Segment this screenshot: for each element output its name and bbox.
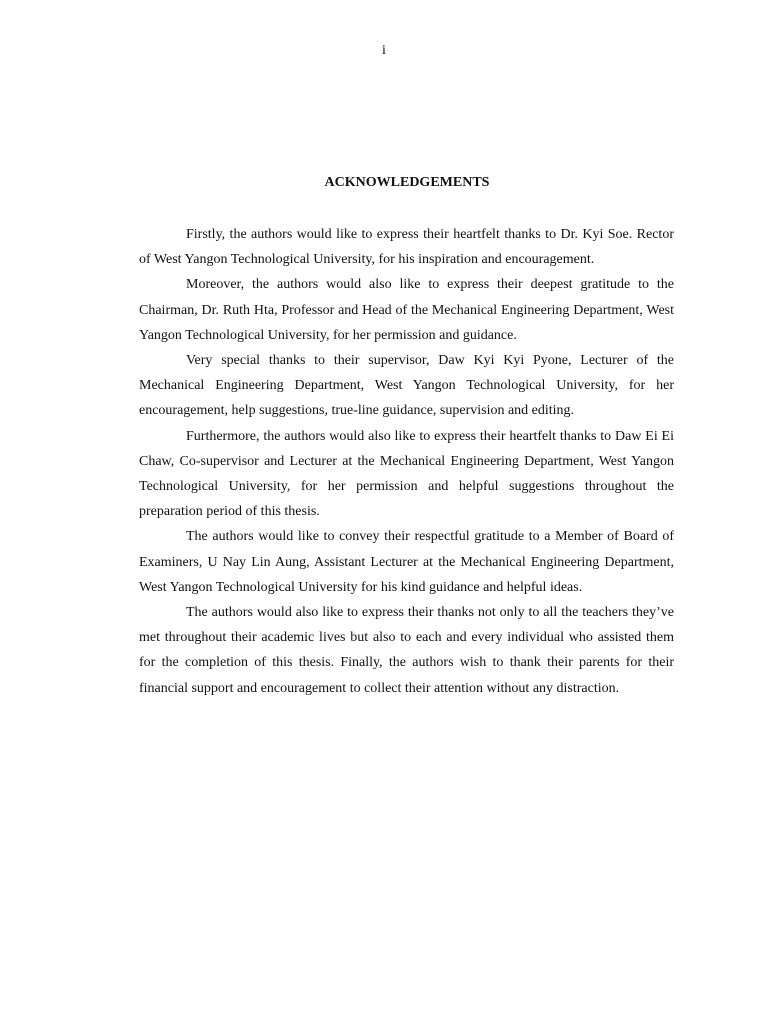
paragraph-examiner-gratitude: The authors would like to convey their respectful gratitude to a Member of Board of Examiners, U Nay Lin Aung, Assistant Lecturer at the Mechanical Engineering Department, West Yangon Technological University for his kind guidance and helpful ideas.: [139, 529, 674, 595]
page-number: i: [382, 43, 386, 58]
paragraph-chairman-gratitude: Moreover, the authors would also like to express their deepest gratitude to the Chairman, Dr. Ruth Hta, Professor and Head of the Mechanical Engineering Department, West Yangon Technological University, for her permission and guidance.: [139, 277, 674, 343]
paragraph-rector-thanks: Firstly, the authors would like to express their heartfelt thanks to Dr. Kyi Soe. Rector of West Yangon Technological University, for his inspiration and encouragement.: [139, 227, 674, 268]
paragraph-supervisor-thanks: Very special thanks to their supervisor, Daw Kyi Kyi Pyone, Lecturer of the Mechanical Engineering Department, West Yangon Technological University, for her encouragement, help suggestions, true-line guidance, supervision and editing.: [139, 353, 674, 419]
acknowledgements-body: [139, 222, 674, 701]
paragraph-co-supervisor-thanks: Furthermore, the authors would also like to express their heartfelt thanks to Daw Ei Ei Chaw, Co-supervisor and Lecturer at the Mechanical Engineering Department, West Yangon Technological University, for her permission and helpful suggestions throughout the preparation period of this thesis.: [139, 428, 674, 520]
page-title: ACKNOWLEDGEMENTS: [324, 175, 490, 190]
paragraph-teachers-parents-thanks: The authors would also like to express their thanks not only to all the teachers they’ve met throughout their academic lives but also to each and every individual who assisted them for the completion of this thesis. Finally, the authors wish to thank their parents for their financial support and encouragement to collect their attention without any distraction.: [139, 605, 674, 696]
